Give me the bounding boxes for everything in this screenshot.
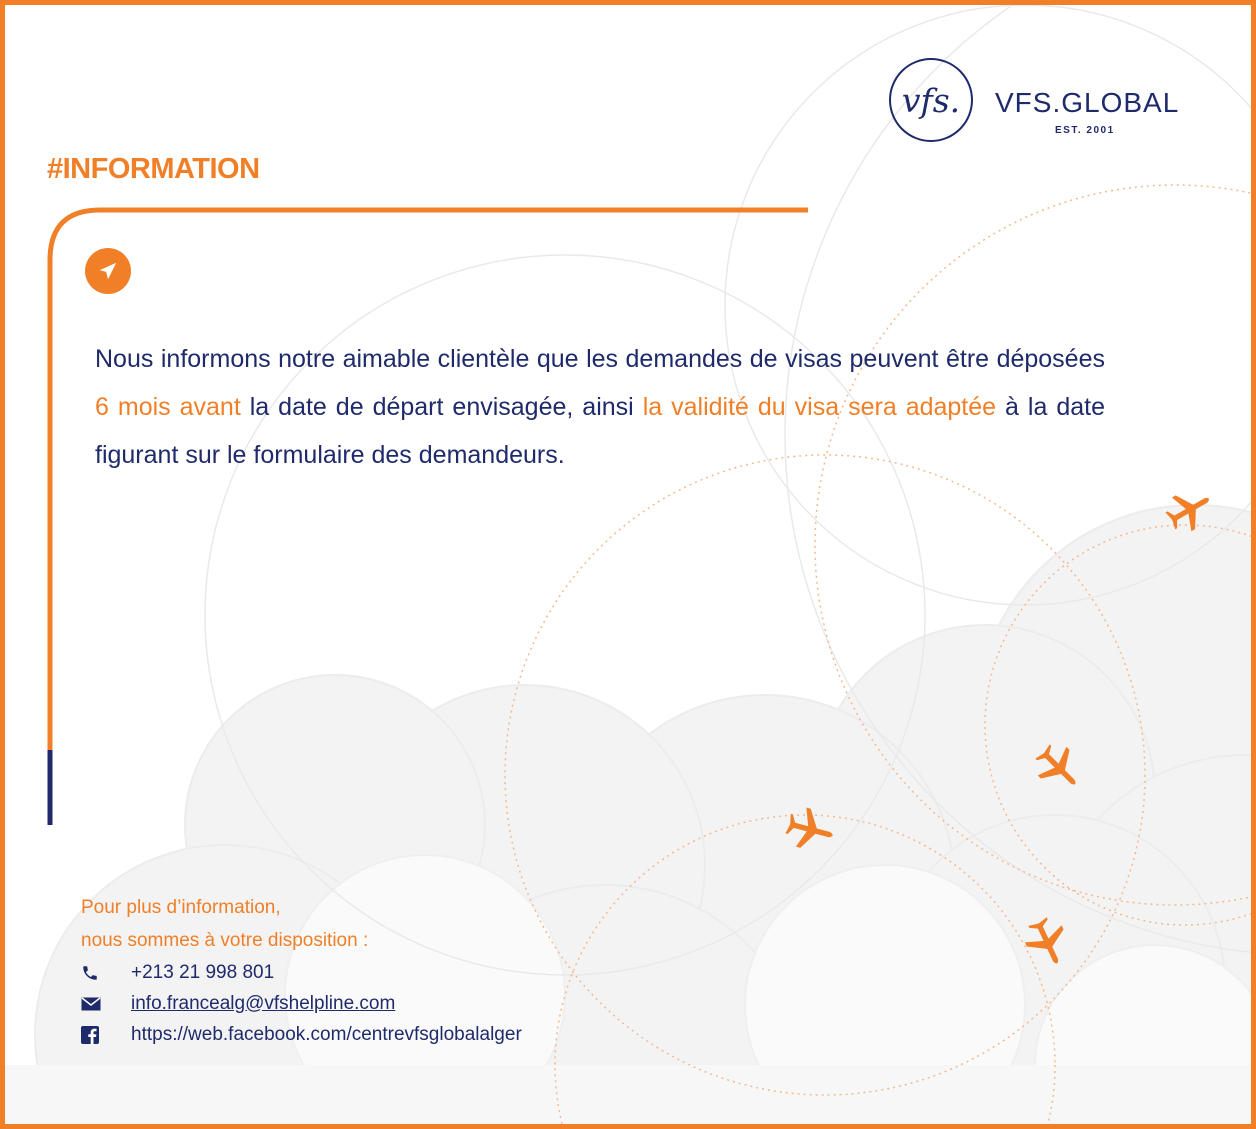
- message-part-3: à la date figurant sur le formulaire des demandeurs.: [95, 393, 1105, 469]
- logo-wordmark: VFS.GLOBAL: [995, 87, 1180, 118]
- contact-phone: +213 21 998 801: [131, 961, 275, 983]
- airplane-icon: [785, 803, 839, 857]
- logo-established: EST. 2001: [1055, 125, 1115, 136]
- paper-plane-icon: [85, 248, 131, 294]
- phone-icon: [81, 964, 131, 982]
- airplane-icon: [1165, 483, 1217, 535]
- contact-section: [81, 891, 681, 1050]
- message-highlight-validity: la validité du visa sera adaptée: [642, 393, 997, 421]
- contact-intro-line-1: Pour plus d’information,: [81, 897, 281, 918]
- message-part-2: la date de départ envisagée, ainsi: [240, 393, 643, 421]
- envelope-icon: [81, 997, 131, 1011]
- bracket-frame: [45, 205, 815, 835]
- headline: #INFORMATION: [47, 153, 260, 185]
- information-message: [95, 335, 1105, 479]
- contact-phone-row: [81, 957, 681, 988]
- airplane-icon: [1033, 742, 1087, 796]
- message-part-1: Nous informons notre aimable clientèle que les demandes de visas peuvent être déposées: [95, 345, 1105, 373]
- contact-email-row: [81, 988, 681, 1019]
- contact-intro: [81, 891, 681, 957]
- logo-monogram: vfs.: [889, 58, 973, 142]
- contact-facebook-row: [81, 1019, 681, 1050]
- message-highlight-6-months: 6 mois avant: [95, 393, 241, 421]
- vfs-global-logo: [887, 53, 1187, 153]
- facebook-icon: [81, 1026, 131, 1044]
- airplane-icon: [1021, 917, 1075, 971]
- contact-facebook-link[interactable]: https://web.facebook.com/centrevfsglobalalger: [131, 1023, 522, 1045]
- contact-email-link[interactable]: info.francealg@vfshelpline.com: [131, 992, 396, 1014]
- contact-intro-line-2: nous sommes à votre disposition :: [81, 930, 369, 951]
